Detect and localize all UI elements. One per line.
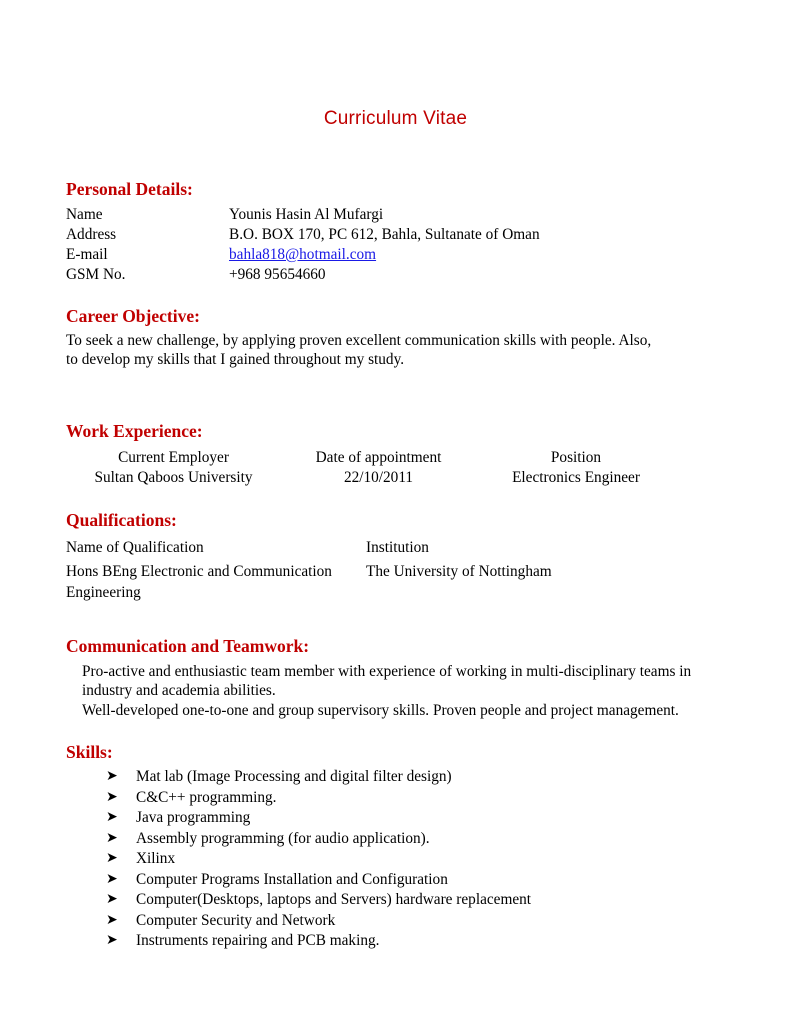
list-item [106, 829, 731, 850]
career-objective-text [66, 331, 731, 369]
skill-label: Assembly programming (for audio application). [136, 829, 430, 847]
table-row [66, 468, 676, 488]
list-item [106, 870, 731, 891]
arrow-bullet-icon: ➤ [106, 810, 118, 825]
skill-label: C&C++ programming. [136, 788, 277, 806]
paragraph: Well-developed one-to-one and group supervisory skills. Proven people and project management. [82, 702, 679, 719]
list-item [106, 890, 731, 911]
list-item [106, 849, 731, 870]
career-objective-line-1: To seek a new challenge, by applying proven excellent communication skills with people. Also, [66, 332, 652, 349]
section-heading-skills: Skills: [66, 742, 113, 762]
arrow-bullet-icon: ➤ [106, 892, 118, 907]
list-item [106, 911, 731, 932]
table-cell: Electronics Engineer [512, 469, 640, 486]
skill-label: Java programming [136, 809, 251, 826]
arrow-bullet-icon: ➤ [106, 871, 118, 887]
document-body [0, 179, 791, 952]
email-link[interactable]: bahla818@hotmail.com [229, 246, 377, 263]
personal-detail-value: +968 95654660 [229, 266, 326, 283]
list-item [106, 808, 731, 829]
column-header: Current Employer [118, 449, 229, 466]
list-item [106, 788, 731, 809]
personal-detail-value [229, 245, 540, 265]
table-row [66, 561, 686, 606]
personal-detail-label: Address [66, 226, 117, 243]
skill-label: Computer Programs Installation and Configuration [136, 870, 448, 888]
table-header-row [66, 537, 686, 561]
section-heading-qualifications: Qualifications: [66, 510, 177, 530]
page-title: Curriculum Vitae [323, 108, 468, 129]
table-row [66, 265, 540, 285]
communication-teamwork-text [66, 662, 731, 720]
column-header: Name of Qualification [66, 539, 204, 556]
section-heading-personal-details: Personal Details: [66, 179, 193, 199]
table-row [66, 245, 540, 265]
arrow-bullet-icon: ➤ [106, 912, 118, 928]
personal-detail-label: E-mail [66, 246, 108, 263]
skill-label: Mat lab (Image Processing and digital filter design) [136, 768, 452, 785]
table-cell: Hons BEng Electronic and Communication Engineering [66, 563, 332, 601]
qualifications-table [66, 537, 686, 606]
table-cell: The University of Nottingham [366, 563, 552, 580]
section-heading-communication-teamwork: Communication and Teamwork: [66, 636, 310, 656]
personal-detail-label: GSM No. [66, 266, 126, 283]
skill-label: Computer(Desktops, laptops and Servers) hardware replacement [136, 891, 532, 908]
personal-detail-value: Younis Hasin Al Mufargi [229, 206, 384, 223]
paragraph: Pro-active and enthusiastic team member with experience of working in multi-disciplinary teams in industry and academia abilities. [82, 663, 692, 699]
arrow-bullet-icon: ➤ [106, 933, 118, 948]
skill-label: Instruments repairing and PCB making. [136, 932, 380, 949]
table-cell: Sultan Qaboos University [94, 469, 253, 486]
personal-detail-value: B.O. BOX 170, PC 612, Bahla, Sultanate of Oman [229, 226, 540, 243]
column-header: Date of appointment [315, 449, 442, 466]
section-heading-career-objective: Career Objective: [66, 306, 200, 326]
career-objective-line-2: to develop my skills that I gained throughout my study. [66, 351, 405, 368]
arrow-bullet-icon: ➤ [106, 769, 118, 784]
arrow-bullet-icon: ➤ [106, 851, 118, 866]
arrow-bullet-icon: ➤ [106, 830, 118, 846]
work-experience-table [66, 448, 676, 488]
column-header: Position [550, 449, 602, 466]
skills-list [66, 767, 731, 952]
skill-label: Xilinx [136, 850, 176, 867]
column-header: Institution [366, 539, 429, 556]
table-cell: 22/10/2011 [343, 469, 414, 486]
list-item [106, 767, 731, 788]
personal-details-table [66, 205, 540, 285]
arrow-bullet-icon: ➤ [106, 789, 118, 805]
table-row [66, 225, 540, 245]
table-row [66, 205, 540, 225]
section-heading-work-experience: Work Experience: [66, 421, 203, 441]
table-header-row [66, 448, 676, 468]
list-item [106, 931, 731, 952]
personal-detail-label: Name [66, 206, 103, 223]
skill-label: Computer Security and Network [136, 911, 336, 929]
